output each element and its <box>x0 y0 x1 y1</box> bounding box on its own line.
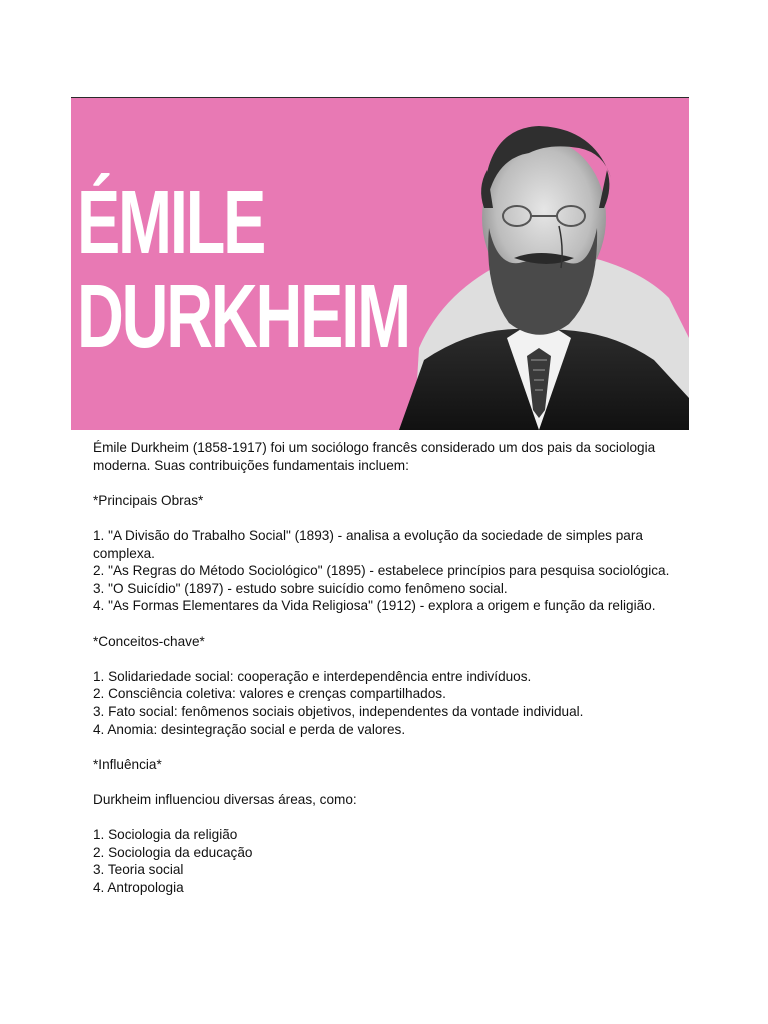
list-item: 3. "O Suicídio" (1897) - estudo sobre suicídio como fenômeno social. <box>93 580 508 596</box>
header-banner <box>71 97 689 430</box>
article-body <box>93 439 683 896</box>
list-item: 2. "As Regras do Método Sociológico" (1895) - estabelece princípios para pesquisa sociológica. <box>93 563 670 579</box>
obras-list <box>93 527 683 615</box>
list-item: 4. Antropologia <box>93 879 184 895</box>
section-heading-obras: *Principais Obras* <box>93 492 204 508</box>
list-item: 1. "A Divisão do Trabalho Social" (1893) - analisa a evolução da sociedade de simples para complexa. <box>93 527 643 561</box>
list-item: 4. "As Formas Elementares da Vida Religiosa" (1912) - explora a origem e função da religião. <box>93 598 656 614</box>
list-item: 3. Teoria social <box>93 862 184 878</box>
section-heading-influencia: *Influência* <box>93 756 162 772</box>
durkheim-portrait <box>389 98 689 430</box>
list-item: 2. Sociologia da educação <box>93 844 253 860</box>
conceitos-list <box>93 668 683 738</box>
list-item: 3. Fato social: fenômenos sociais objetivos, independentes da vontade individual. <box>93 703 584 719</box>
intro-paragraph: Émile Durkheim (1858-1917) foi um sociólogo francês considerado um dos pais da sociologia moderna. Suas contribuições fundamentais incluem: <box>93 440 656 473</box>
banner-title-line1: ÉMILE <box>77 173 265 273</box>
list-item: 1. Sociologia da religião <box>93 827 238 843</box>
banner-title <box>77 173 409 367</box>
influencia-intro: Durkheim influenciou diversas áreas, como: <box>93 791 357 807</box>
banner-title-line2: DURKHEIM <box>77 267 409 367</box>
list-item: 1. Solidariedade social: cooperação e interdependência entre indivíduos. <box>93 668 532 684</box>
list-item: 4. Anomia: desintegração social e perda de valores. <box>93 721 406 737</box>
list-item: 2. Consciência coletiva: valores e crenças compartilhados. <box>93 686 446 702</box>
influencia-list <box>93 826 683 896</box>
section-heading-conceitos: *Conceitos-chave* <box>93 633 205 649</box>
